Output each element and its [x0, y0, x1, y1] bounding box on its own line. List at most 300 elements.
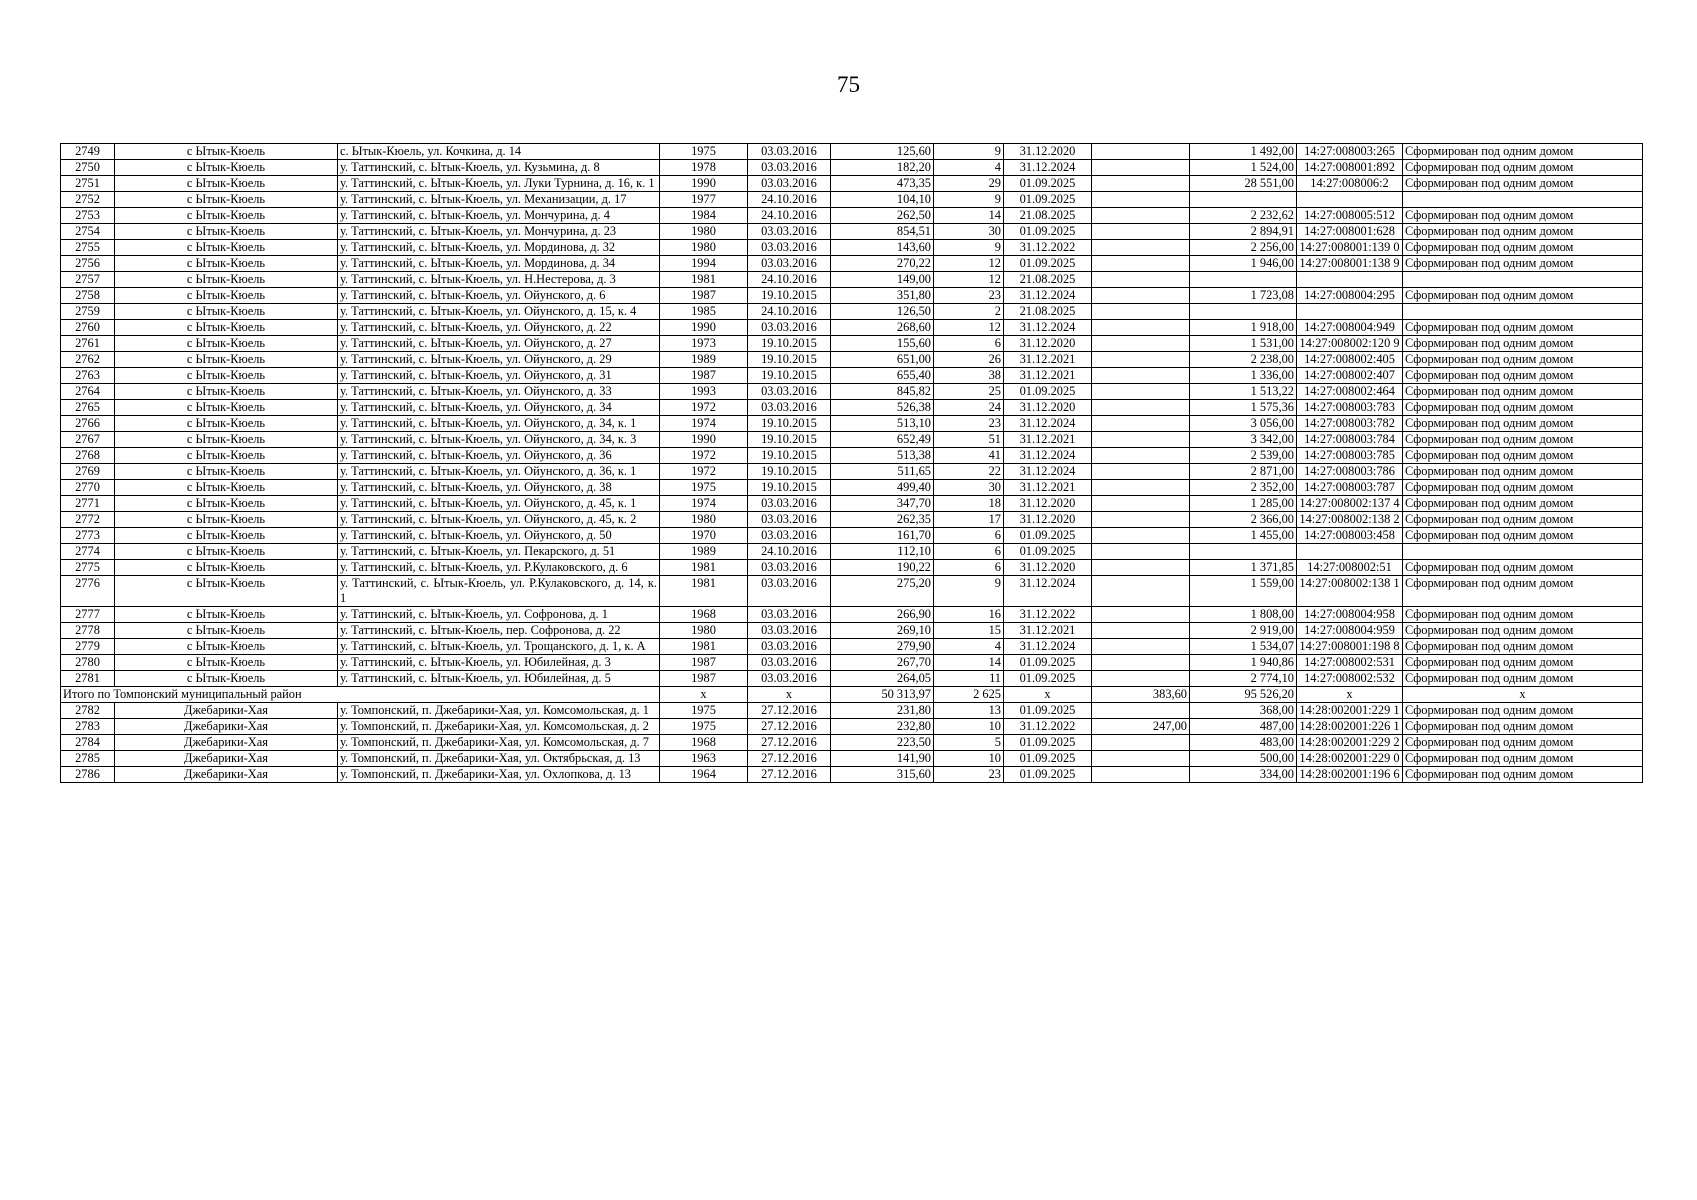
cell-area: 267,70: [831, 655, 934, 671]
cell-cadastre-number: 14:27:008002:138 2: [1297, 512, 1403, 528]
cell-row-number: 2781: [61, 671, 115, 687]
cell-land-note: Сформирован под одним домом: [1403, 512, 1643, 528]
cell-area: 513,10: [831, 416, 934, 432]
cell-extra-area: [1092, 304, 1190, 320]
cell-address: у. Таттинский, с. Ытык-Кюель, ул. Р.Кулаковского, д. 14, к. 1: [338, 576, 660, 607]
cell-row-number: 2773: [61, 528, 115, 544]
cell-land-area: 2 352,00: [1190, 480, 1297, 496]
cell-address: у. Таттинский, с. Ытык-Кюель, ул. Софронова, д. 1: [338, 607, 660, 623]
table-row: [61, 560, 1643, 576]
cell-resettlement-deadline: 31.12.2024: [1004, 160, 1092, 176]
cell-area: 232,80: [831, 719, 934, 735]
cell-address: у. Таттинский, с. Ытык-Кюель, ул. Трощанского, д. 1, к. А: [338, 639, 660, 655]
cell-area: 268,60: [831, 320, 934, 336]
cell-settlement: с Ытык-Кюель: [115, 560, 338, 576]
table-row: [61, 208, 1643, 224]
cell-residents: 30: [934, 480, 1004, 496]
cell-land-note: [1403, 272, 1643, 288]
table-row: [61, 464, 1643, 480]
cell-address: у. Таттинский, с. Ытык-Кюель, ул. Ойунского, д. 36, к. 1: [338, 464, 660, 480]
cell-land-area: 2 774,10: [1190, 671, 1297, 687]
cell-cadastre-number: 14:27:008001:138 9: [1297, 256, 1403, 272]
cell-settlement: с Ытык-Кюель: [115, 352, 338, 368]
cell-cadastre-number: [1297, 272, 1403, 288]
cell-address: у. Таттинский, с. Ытык-Кюель, ул. Механизации, д. 17: [338, 192, 660, 208]
cell-resettlement-deadline: 01.09.2025: [1004, 751, 1092, 767]
cell-area: 269,10: [831, 623, 934, 639]
cell-settlement: с Ытык-Кюель: [115, 240, 338, 256]
cell-row-number: 2775: [61, 560, 115, 576]
cell-residents: 41: [934, 448, 1004, 464]
cell-recognition-date: 27.12.2016: [748, 719, 831, 735]
cell-extra-area: [1092, 671, 1190, 687]
cell-land-area: 1 531,00: [1190, 336, 1297, 352]
cell-settlement: с Ытык-Кюель: [115, 144, 338, 160]
cell-address: у. Таттинский, с. Ытык-Кюель, ул. Ойунского, д. 15, к. 4: [338, 304, 660, 320]
cell-residents: 10: [934, 751, 1004, 767]
cell-land-note: Сформирован под одним домом: [1403, 576, 1643, 607]
cell-recognition-date: 03.03.2016: [748, 639, 831, 655]
cell-area: 499,40: [831, 480, 934, 496]
cell-build-year: 1990: [660, 432, 748, 448]
cell-land-note: Сформирован под одним домом: [1403, 671, 1643, 687]
cell-land-note: Сформирован под одним домом: [1403, 432, 1643, 448]
cell-land-note: Сформирован под одним домом: [1403, 703, 1643, 719]
cell-resettlement-deadline: 31.12.2024: [1004, 576, 1092, 607]
cell-land-area: 1 513,22: [1190, 384, 1297, 400]
cell-extra-area: [1092, 448, 1190, 464]
cell-settlement: с Ытык-Кюель: [115, 480, 338, 496]
cell-row-number: 2761: [61, 336, 115, 352]
cell-land-area: 28 551,00: [1190, 176, 1297, 192]
cell-row-number: 2770: [61, 480, 115, 496]
cell-address: у. Томпонский, п. Джебарики-Хая, ул. Комсомольская, д. 2: [338, 719, 660, 735]
cell-land-area: 1 946,00: [1190, 256, 1297, 272]
cell-row-number: 2754: [61, 224, 115, 240]
cell-land-note: Сформирован под одним домом: [1403, 160, 1643, 176]
cell-land-area: 2 919,00: [1190, 623, 1297, 639]
cell-land-area: 2 539,00: [1190, 448, 1297, 464]
cell-build-year: 1970: [660, 528, 748, 544]
cell-land-note: [1403, 544, 1643, 560]
cell-settlement: с Ытык-Кюель: [115, 639, 338, 655]
cell-resettlement-deadline: 31.12.2024: [1004, 639, 1092, 655]
cell-recognition-date: 24.10.2016: [748, 272, 831, 288]
cell-residents: 23: [934, 767, 1004, 783]
cell-land-note: Сформирован под одним домом: [1403, 224, 1643, 240]
table-row: [61, 352, 1643, 368]
table-row: [61, 496, 1643, 512]
cell-address: у. Томпонский, п. Джебарики-Хая, ул. Охлопкова, д. 13: [338, 767, 660, 783]
cell-address: у. Таттинский, с. Ытык-Кюель, ул. Луки Турнина, д. 16, к. 1: [338, 176, 660, 192]
cell-resettlement-deadline: 31.12.2024: [1004, 416, 1092, 432]
cell-land-area: [1190, 192, 1297, 208]
cell-land-area: 3 056,00: [1190, 416, 1297, 432]
cell-build-year: 1994: [660, 256, 748, 272]
cell-cadastre-number: [1297, 304, 1403, 320]
cell-land-note: [1403, 192, 1643, 208]
cell-build-year: 1968: [660, 607, 748, 623]
cell-area: 513,38: [831, 448, 934, 464]
cell-build-year: 1977: [660, 192, 748, 208]
cell-row-number: 2760: [61, 320, 115, 336]
cell-residents: 23: [934, 416, 1004, 432]
cell-cadastre-number: 14:27:008003:458: [1297, 528, 1403, 544]
cell-settlement: с Ытык-Кюель: [115, 160, 338, 176]
cell-recognition-date: 03.03.2016: [748, 496, 831, 512]
cell-land-area: 2 238,00: [1190, 352, 1297, 368]
cell-area: 231,80: [831, 703, 934, 719]
cell-row-number: 2764: [61, 384, 115, 400]
cell-build-year: 1975: [660, 480, 748, 496]
cell-area: 854,51: [831, 224, 934, 240]
table-row: [61, 304, 1643, 320]
table-row: [61, 671, 1643, 687]
total-extra: 383,60: [1092, 687, 1190, 703]
cell-settlement: Джебарики-Хая: [115, 719, 338, 735]
cell-area: 262,50: [831, 208, 934, 224]
cell-land-area: 1 534,07: [1190, 639, 1297, 655]
cell-extra-area: [1092, 639, 1190, 655]
cell-resettlement-deadline: 31.12.2021: [1004, 480, 1092, 496]
total-deadline: x: [1004, 687, 1092, 703]
cell-build-year: 1980: [660, 623, 748, 639]
cell-resettlement-deadline: 01.09.2025: [1004, 671, 1092, 687]
cell-build-year: 1987: [660, 671, 748, 687]
cell-area: 351,80: [831, 288, 934, 304]
table-row: [61, 512, 1643, 528]
cell-recognition-date: 03.03.2016: [748, 655, 831, 671]
cell-residents: 25: [934, 384, 1004, 400]
cell-row-number: 2786: [61, 767, 115, 783]
cell-land-area: 2 366,00: [1190, 512, 1297, 528]
cell-recognition-date: 03.03.2016: [748, 144, 831, 160]
cell-extra-area: [1092, 320, 1190, 336]
table-row: [61, 320, 1643, 336]
cell-resettlement-deadline: 31.12.2020: [1004, 336, 1092, 352]
cell-row-number: 2749: [61, 144, 115, 160]
cell-address: у. Таттинский, с. Ытык-Кюель, ул. Пекарского, д. 51: [338, 544, 660, 560]
cell-extra-area: [1092, 432, 1190, 448]
cell-address: у. Таттинский, с. Ытык-Кюель, ул. Ойунского, д. 34, к. 1: [338, 416, 660, 432]
cell-residents: 4: [934, 160, 1004, 176]
cell-settlement: с Ытык-Кюель: [115, 464, 338, 480]
cell-land-note: Сформирован под одним домом: [1403, 751, 1643, 767]
cell-residents: 29: [934, 176, 1004, 192]
cell-address: у. Таттинский, с. Ытык-Кюель, ул. Ойунского, д. 29: [338, 352, 660, 368]
total-land-area: 95 526,20: [1190, 687, 1297, 703]
table-row: [61, 607, 1643, 623]
housing-register-table: [60, 143, 1643, 783]
cell-address: у. Таттинский, с. Ытык-Кюель, ул. Ойунского, д. 6: [338, 288, 660, 304]
cell-settlement: с Ытык-Кюель: [115, 607, 338, 623]
total-note: x: [1403, 687, 1643, 703]
cell-extra-area: [1092, 544, 1190, 560]
cell-row-number: 2756: [61, 256, 115, 272]
cell-resettlement-deadline: 21.08.2025: [1004, 208, 1092, 224]
cell-area: 526,38: [831, 400, 934, 416]
cell-land-area: 1 336,00: [1190, 368, 1297, 384]
cell-build-year: 1980: [660, 240, 748, 256]
cell-build-year: 1990: [660, 320, 748, 336]
cell-cadastre-number: 14:27:008003:784: [1297, 432, 1403, 448]
cell-address: у. Таттинский, с. Ытык-Кюель, ул. Ойунского, д. 34, к. 3: [338, 432, 660, 448]
cell-area: 262,35: [831, 512, 934, 528]
cell-settlement: с Ытык-Кюель: [115, 655, 338, 671]
cell-area: 266,90: [831, 607, 934, 623]
cell-residents: 15: [934, 623, 1004, 639]
table-row: [61, 384, 1643, 400]
cell-resettlement-deadline: 31.12.2020: [1004, 144, 1092, 160]
cell-land-area: 334,00: [1190, 767, 1297, 783]
cell-cadastre-number: 14:27:008004:958: [1297, 607, 1403, 623]
page-number: 75: [837, 72, 860, 97]
cell-residents: 2: [934, 304, 1004, 320]
cell-area: 161,70: [831, 528, 934, 544]
cell-recognition-date: 03.03.2016: [748, 320, 831, 336]
cell-area: 125,60: [831, 144, 934, 160]
table-row: [61, 623, 1643, 639]
table-row: [61, 240, 1643, 256]
cell-land-note: Сформирован под одним домом: [1403, 336, 1643, 352]
cell-residents: 4: [934, 639, 1004, 655]
cell-settlement: с Ытык-Кюель: [115, 448, 338, 464]
cell-recognition-date: 19.10.2015: [748, 352, 831, 368]
cell-settlement: с Ытык-Кюель: [115, 256, 338, 272]
cell-cadastre-number: 14:27:008002:51: [1297, 560, 1403, 576]
cell-extra-area: [1092, 607, 1190, 623]
cell-area: 279,90: [831, 639, 934, 655]
cell-resettlement-deadline: 31.12.2021: [1004, 623, 1092, 639]
cell-area: 652,49: [831, 432, 934, 448]
cell-land-note: Сформирован под одним домом: [1403, 352, 1643, 368]
cell-land-area: 2 894,91: [1190, 224, 1297, 240]
cell-cadastre-number: 14:27:008002:407: [1297, 368, 1403, 384]
cell-residents: 5: [934, 735, 1004, 751]
cell-area: 223,50: [831, 735, 934, 751]
cell-resettlement-deadline: 01.09.2025: [1004, 655, 1092, 671]
cell-resettlement-deadline: 31.12.2024: [1004, 288, 1092, 304]
cell-extra-area: [1092, 464, 1190, 480]
cell-residents: 12: [934, 320, 1004, 336]
cell-address: у. Таттинский, с. Ытык-Кюель, ул. Ойунского, д. 27: [338, 336, 660, 352]
cell-build-year: 1989: [660, 544, 748, 560]
cell-extra-area: [1092, 224, 1190, 240]
cell-settlement: с Ытык-Кюель: [115, 432, 338, 448]
cell-resettlement-deadline: 31.12.2024: [1004, 320, 1092, 336]
table-row: [61, 735, 1643, 751]
cell-land-area: 487,00: [1190, 719, 1297, 735]
cell-recognition-date: 03.03.2016: [748, 528, 831, 544]
cell-resettlement-deadline: 31.12.2021: [1004, 432, 1092, 448]
cell-extra-area: [1092, 144, 1190, 160]
cell-land-area: 1 371,85: [1190, 560, 1297, 576]
cell-build-year: 1975: [660, 703, 748, 719]
cell-recognition-date: 03.03.2016: [748, 240, 831, 256]
total-year: x: [660, 687, 748, 703]
cell-settlement: с Ытык-Кюель: [115, 192, 338, 208]
cell-cadastre-number: 14:27:008001:139 0: [1297, 240, 1403, 256]
cell-address: у. Таттинский, с. Ытык-Кюель, ул. Мординова, д. 34: [338, 256, 660, 272]
cell-land-note: Сформирован под одним домом: [1403, 240, 1643, 256]
cell-cadastre-number: 14:27:008003:786: [1297, 464, 1403, 480]
cell-row-number: 2753: [61, 208, 115, 224]
cell-resettlement-deadline: 31.12.2021: [1004, 368, 1092, 384]
cell-land-note: Сформирован под одним домом: [1403, 719, 1643, 735]
cell-resettlement-deadline: 31.12.2020: [1004, 560, 1092, 576]
cell-settlement: с Ытык-Кюель: [115, 496, 338, 512]
cell-recognition-date: 19.10.2015: [748, 336, 831, 352]
cell-settlement: с Ытык-Кюель: [115, 176, 338, 192]
cell-address: у. Таттинский, с. Ытык-Кюель, ул. Н.Нестерова, д. 3: [338, 272, 660, 288]
cell-address: у. Таттинский, с. Ытык-Кюель, ул. Юбилейная, д. 5: [338, 671, 660, 687]
cell-resettlement-deadline: 31.12.2024: [1004, 464, 1092, 480]
table-row: [61, 528, 1643, 544]
cell-land-area: 1 492,00: [1190, 144, 1297, 160]
cell-residents: 26: [934, 352, 1004, 368]
cell-row-number: 2772: [61, 512, 115, 528]
table-row: [61, 416, 1643, 432]
register-rows: [61, 144, 1643, 687]
cell-residents: 11: [934, 671, 1004, 687]
cell-area: 155,60: [831, 336, 934, 352]
table-row: [61, 544, 1643, 560]
cell-address: у. Томпонский, п. Джебарики-Хая, ул. Комсомольская, д. 1: [338, 703, 660, 719]
cell-extra-area: [1092, 368, 1190, 384]
cell-extra-area: [1092, 352, 1190, 368]
cell-land-note: Сформирован под одним домом: [1403, 528, 1643, 544]
cell-cadastre-number: 14:27:008004:949: [1297, 320, 1403, 336]
cell-settlement: с Ытык-Кюель: [115, 224, 338, 240]
cell-resettlement-deadline: 01.09.2025: [1004, 256, 1092, 272]
cell-build-year: 1963: [660, 751, 748, 767]
cell-build-year: 1978: [660, 160, 748, 176]
cell-land-note: Сформирован под одним домом: [1403, 480, 1643, 496]
cell-recognition-date: 19.10.2015: [748, 368, 831, 384]
cell-build-year: 1990: [660, 176, 748, 192]
cell-cadastre-number: 14:28:002001:229 2: [1297, 735, 1403, 751]
cell-land-area: 3 342,00: [1190, 432, 1297, 448]
cell-settlement: с Ытык-Кюель: [115, 336, 338, 352]
cell-extra-area: [1092, 272, 1190, 288]
cell-build-year: 1981: [660, 576, 748, 607]
cell-cadastre-number: 14:27:008002:405: [1297, 352, 1403, 368]
cell-settlement: с Ытык-Кюель: [115, 416, 338, 432]
cell-cadastre-number: 14:28:002001:196 6: [1297, 767, 1403, 783]
cell-cadastre-number: 14:27:008003:782: [1297, 416, 1403, 432]
total-date: x: [748, 687, 831, 703]
cell-build-year: 1975: [660, 719, 748, 735]
cell-extra-area: [1092, 623, 1190, 639]
cell-extra-area: [1092, 560, 1190, 576]
table-row: [61, 767, 1643, 783]
cell-land-area: 1 455,00: [1190, 528, 1297, 544]
cell-land-area: 500,00: [1190, 751, 1297, 767]
cell-recognition-date: 19.10.2015: [748, 480, 831, 496]
total-row: [61, 687, 1643, 703]
cell-land-area: 1 940,86: [1190, 655, 1297, 671]
cell-cadastre-number: 14:27:008003:785: [1297, 448, 1403, 464]
table-row: [61, 400, 1643, 416]
cell-cadastre-number: 14:27:008003:787: [1297, 480, 1403, 496]
cell-resettlement-deadline: 31.12.2020: [1004, 512, 1092, 528]
cell-land-area: [1190, 304, 1297, 320]
cell-row-number: 2777: [61, 607, 115, 623]
cell-settlement: с Ытык-Кюель: [115, 384, 338, 400]
cell-cadastre-number: 14:27:008005:512: [1297, 208, 1403, 224]
cell-land-note: Сформирован под одним домом: [1403, 176, 1643, 192]
cell-row-number: 2768: [61, 448, 115, 464]
cell-build-year: 1989: [660, 352, 748, 368]
cell-build-year: 1975: [660, 144, 748, 160]
cell-residents: 23: [934, 288, 1004, 304]
cell-recognition-date: 27.12.2016: [748, 767, 831, 783]
cell-address: у. Таттинский, с. Ытык-Кюель, ул. Ойунского, д. 31: [338, 368, 660, 384]
cell-address: у. Таттинский, с. Ытык-Кюель, ул. Р.Кулаковского, д. 6: [338, 560, 660, 576]
cell-area: 126,50: [831, 304, 934, 320]
cell-row-number: 2757: [61, 272, 115, 288]
table-row: [61, 480, 1643, 496]
cell-recognition-date: 19.10.2015: [748, 288, 831, 304]
cell-recognition-date: 24.10.2016: [748, 544, 831, 560]
cell-residents: 6: [934, 560, 1004, 576]
table-row: [61, 576, 1643, 607]
cell-settlement: Джебарики-Хая: [115, 751, 338, 767]
cell-row-number: 2755: [61, 240, 115, 256]
cell-row-number: 2782: [61, 703, 115, 719]
cell-address: у. Таттинский, с. Ытык-Кюель, ул. Ойунского, д. 22: [338, 320, 660, 336]
cell-area: 651,00: [831, 352, 934, 368]
cell-extra-area: [1092, 480, 1190, 496]
cell-build-year: 1993: [660, 384, 748, 400]
cell-row-number: 2778: [61, 623, 115, 639]
cell-land-area: 1 559,00: [1190, 576, 1297, 607]
cell-cadastre-number: 14:27:008002:464: [1297, 384, 1403, 400]
cell-resettlement-deadline: 31.12.2022: [1004, 607, 1092, 623]
table-row: [61, 272, 1643, 288]
cell-address: у. Томпонский, п. Джебарики-Хая, ул. Октябрьская, д. 13: [338, 751, 660, 767]
cell-area: 347,70: [831, 496, 934, 512]
cell-row-number: 2758: [61, 288, 115, 304]
cell-row-number: 2784: [61, 735, 115, 751]
cell-residents: 12: [934, 256, 1004, 272]
cell-area: 112,10: [831, 544, 934, 560]
table-row: [61, 448, 1643, 464]
cell-land-note: Сформирован под одним домом: [1403, 623, 1643, 639]
cell-area: 264,05: [831, 671, 934, 687]
cell-residents: 17: [934, 512, 1004, 528]
cell-extra-area: [1092, 192, 1190, 208]
cell-recognition-date: 03.03.2016: [748, 400, 831, 416]
cell-resettlement-deadline: 01.09.2025: [1004, 703, 1092, 719]
cell-address: у. Таттинский, с. Ытык-Кюель, ул. Ойунского, д. 50: [338, 528, 660, 544]
cell-residents: 6: [934, 528, 1004, 544]
cell-cadastre-number: 14:27:008003:783: [1297, 400, 1403, 416]
cell-address: у. Таттинский, с. Ытык-Кюель, ул. Ойунского, д. 45, к. 1: [338, 496, 660, 512]
cell-area: 473,35: [831, 176, 934, 192]
cell-build-year: 1972: [660, 448, 748, 464]
cell-resettlement-deadline: 21.08.2025: [1004, 304, 1092, 320]
cell-settlement: Джебарики-Хая: [115, 735, 338, 751]
cell-extra-area: [1092, 751, 1190, 767]
cell-extra-area: [1092, 416, 1190, 432]
cell-extra-area: [1092, 240, 1190, 256]
cell-residents: 30: [934, 224, 1004, 240]
cell-build-year: 1964: [660, 767, 748, 783]
cell-extra-area: [1092, 496, 1190, 512]
cell-land-area: 1 918,00: [1190, 320, 1297, 336]
cell-area: 104,10: [831, 192, 934, 208]
